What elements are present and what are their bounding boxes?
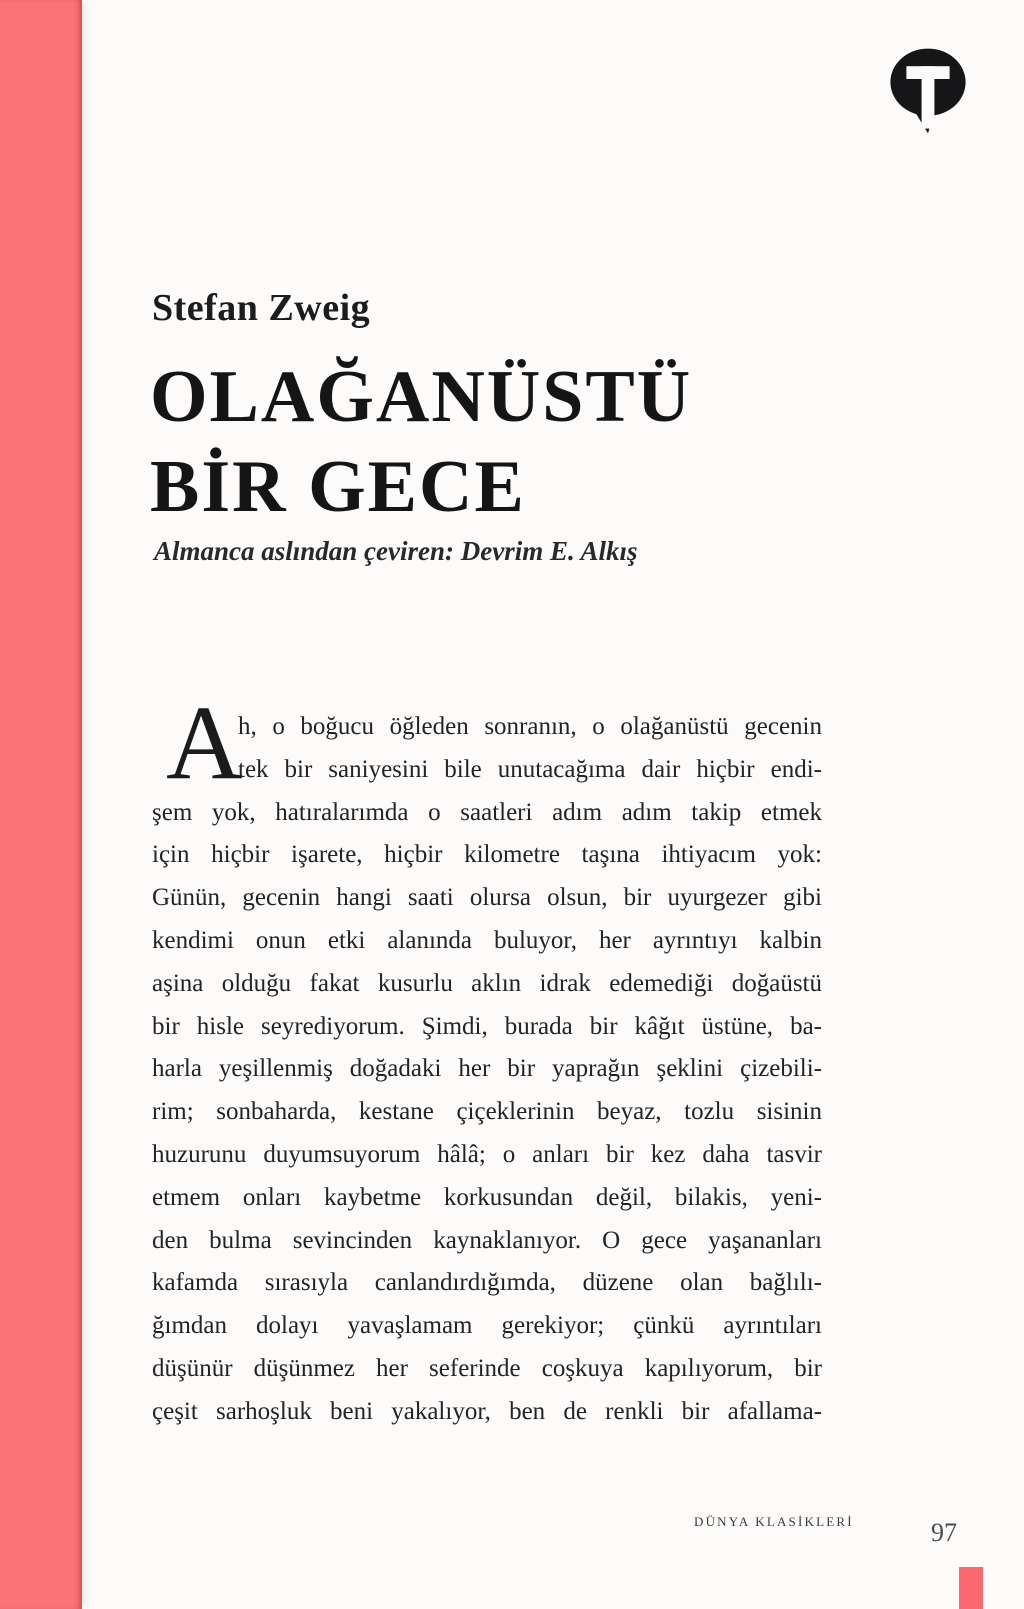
pink-corner-mark — [959, 1567, 983, 1609]
body-line: den bulma sevincinden kaynaklanıyor. O gece yaşananları — [152, 1226, 822, 1254]
body-line: tek bir saniyesini bile unutacağıma dair hiçbir endi- — [238, 755, 822, 783]
body-line: bir hisle seyrediyorum. Şimdi, burada bir kâğıt üstüne, ba- — [152, 1012, 822, 1040]
author-name: Stefan Zweig — [152, 287, 371, 329]
body-line: düşünür düşünmez her seferinde coşkuya kapılıyorum, bir — [152, 1354, 822, 1382]
body-line: ğımdan dolayı yavaşlamam gerekiyor; çünkü ayrıntıları — [152, 1312, 822, 1340]
book-title — [150, 352, 692, 532]
book-title-line-2: BİR GECE — [150, 446, 526, 528]
body-line: rim; sonbaharda, kestane çiçeklerinin beyaz, tozlu sisinin — [152, 1098, 822, 1126]
body-line: için hiçbir işarete, hiçbir kilometre taşına ihtiyacım yok: — [152, 841, 822, 869]
body-line: huzurunu duyumsuyorum hâlâ; o anları bir kez daha tasvir — [152, 1140, 822, 1168]
t-bubble-icon — [888, 46, 968, 136]
page-number: 97 — [931, 1518, 957, 1547]
body-line: kafamda sırasıyla canlandırdığımda, düzene olan bağlılı- — [152, 1269, 822, 1297]
body-line: Günün, gecenin hangi saati olursa olsun, bir uyurgezer gibi — [152, 884, 822, 912]
body-line: etmem onları kaybetme korkusundan değil, bilakis, yeni- — [152, 1183, 822, 1211]
drop-cap: A — [166, 684, 243, 801]
publisher-logo — [888, 46, 968, 136]
body-line: şem yok, hatıralarımda o saatleri adım adım takip etmek — [152, 798, 822, 826]
book-title-line-1: OLAĞANÜSTÜ — [150, 356, 693, 438]
series-label: DÜNYA KLASİKLERİ — [694, 1514, 854, 1529]
body-line: çeşit sarhoşluk beni yakalıyor, ben de renkli bir afallama- — [152, 1397, 822, 1425]
body-text — [152, 684, 822, 1434]
body-line: kendimi onun etki alanında buluyor, her ayrıntıyı kalbin — [152, 926, 822, 954]
translator-credit: Almanca aslından çeviren: Devrim E. Alkış — [154, 536, 638, 566]
body-line: harla yeşillenmiş doğadaki her bir yaprağın şeklini çizebili- — [152, 1055, 822, 1083]
body-line: aşina olduğu fakat kusurlu aklın idrak edemediği doğaüstü — [152, 969, 822, 997]
body-line: h, o boğucu öğleden sonranın, o olağanüstü gecenin — [238, 713, 822, 740]
left-margin-stripe — [0, 0, 82, 1609]
